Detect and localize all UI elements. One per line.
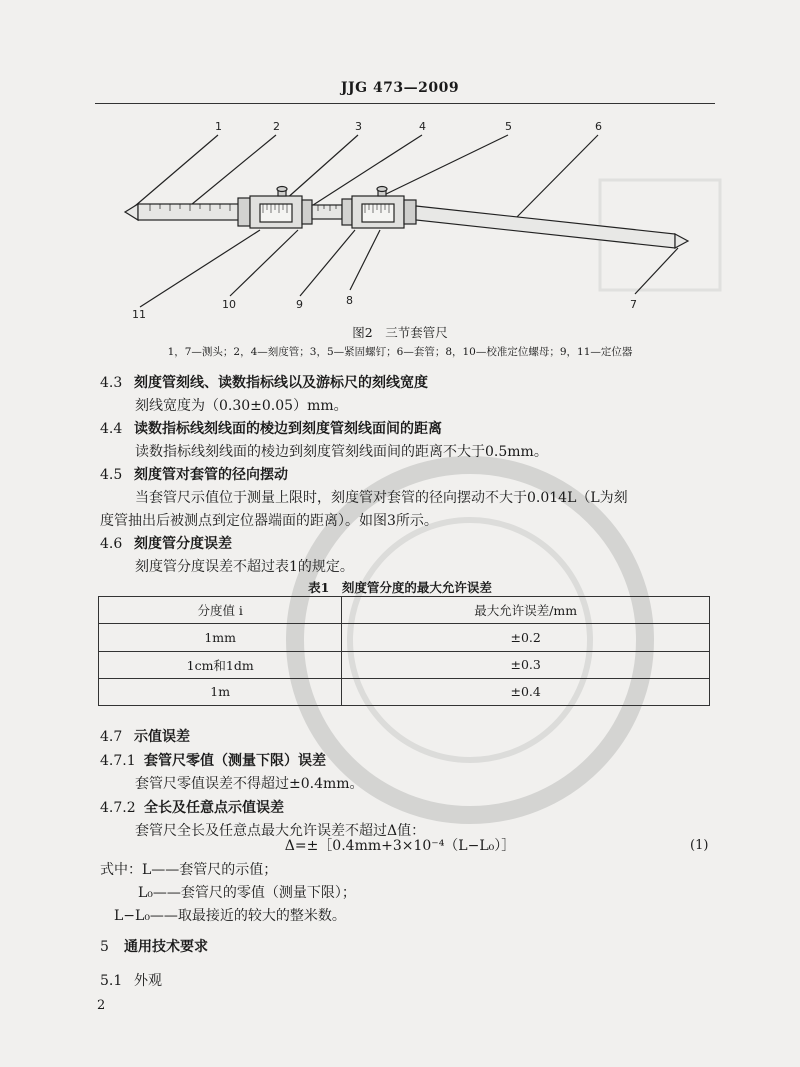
section-5-heading bbox=[100, 936, 208, 956]
section-4-5-body-line2: 度管抽出后被测点到定位器端面的距离）。如图3所示。 bbox=[100, 513, 438, 529]
table-header-row bbox=[99, 597, 710, 624]
formula-where bbox=[100, 859, 277, 879]
callout-5: 5 bbox=[505, 120, 512, 133]
error-formula: Δ=±［0.4mm+3×10⁻⁴（L−L₀）］ bbox=[284, 838, 516, 854]
callout-11: 11 bbox=[132, 308, 146, 321]
section-4-3-body: 刻线宽度为（0.30±0.05）mm。 bbox=[135, 398, 348, 414]
section-4-5-heading bbox=[100, 464, 288, 484]
max-error-table bbox=[98, 596, 710, 706]
section-number: 4.7 bbox=[100, 729, 123, 745]
section-4-7-heading bbox=[100, 726, 190, 746]
where-label: 式中： bbox=[100, 862, 142, 878]
table-cell: ±0.2 bbox=[342, 624, 710, 651]
table-row bbox=[99, 624, 710, 651]
callout-2: 2 bbox=[273, 120, 280, 133]
formula-def-l: L——套管尺的示值； bbox=[142, 862, 278, 878]
page-number: 2 bbox=[97, 998, 106, 1013]
section-number: 4.5 bbox=[100, 467, 123, 483]
table-header-cell: 最大允许误差/mm bbox=[342, 597, 710, 624]
section-4-7-1-body: 套管尺零值误差不得超过±0.4mm。 bbox=[135, 776, 364, 792]
section-number: 5 bbox=[100, 939, 109, 955]
section-title: 全长及任意点示值误差 bbox=[144, 800, 284, 816]
table-cell: 1cm和1dm bbox=[99, 651, 342, 678]
section-number: 4.3 bbox=[100, 375, 123, 391]
figure-caption: 图2 三节套管尺 bbox=[352, 325, 448, 340]
table-row bbox=[99, 678, 710, 705]
section-number: 5.1 bbox=[100, 973, 123, 989]
callout-3: 3 bbox=[355, 120, 362, 133]
section-4-7-2-heading bbox=[100, 797, 284, 817]
section-5-1-heading bbox=[100, 970, 162, 990]
callout-6: 6 bbox=[595, 120, 602, 133]
table-cell: ±0.4 bbox=[342, 678, 710, 705]
section-4-6-body: 刻度管分度误差不超过表1的规定。 bbox=[135, 559, 354, 575]
section-number: 4.4 bbox=[100, 421, 123, 437]
telescopic-gauge-drawing bbox=[110, 112, 710, 322]
section-4-7-2-body: 套管尺全长及任意点最大允许误差不超过Δ值： bbox=[135, 823, 426, 839]
section-title: 示值误差 bbox=[134, 729, 190, 745]
callout-10: 10 bbox=[222, 298, 236, 311]
section-title: 刻度管对套管的径向摆动 bbox=[134, 467, 288, 483]
section-title: 读数指标线刻线面的棱边到刻度管刻线面间的距离 bbox=[134, 421, 442, 437]
header-rule bbox=[95, 103, 715, 104]
section-title: 套管尺零值（测量下限）误差 bbox=[144, 753, 326, 769]
section-title: 通用技术要求 bbox=[124, 939, 208, 955]
section-number: 4.7.1 bbox=[100, 753, 136, 769]
formula-def-l0: L₀——套管尺的零值（测量下限）； bbox=[138, 885, 356, 901]
callout-8: 8 bbox=[346, 294, 353, 307]
section-number: 4.7.2 bbox=[100, 800, 136, 816]
section-4-7-1-heading bbox=[100, 750, 326, 770]
equation-number: (1) bbox=[690, 838, 709, 853]
section-title: 外观 bbox=[134, 973, 162, 989]
formula-def-diff: L−L₀——取最接近的较大的整米数。 bbox=[114, 908, 346, 924]
table-cell: 1mm bbox=[99, 624, 342, 651]
table-row bbox=[99, 651, 710, 678]
figure-legend: 1，7—测头；2，4—刻度管；3，5—紧固螺钉；6—套管；8，10—校准定位螺母；9，11—定位器 bbox=[167, 346, 633, 358]
standard-code: JJG 473—2009 bbox=[340, 80, 460, 96]
section-title: 刻度管分度误差 bbox=[134, 536, 232, 552]
table-header-cell: 分度值 i bbox=[99, 597, 342, 624]
callout-4: 4 bbox=[419, 120, 426, 133]
section-number: 4.6 bbox=[100, 536, 123, 552]
section-4-3-heading bbox=[100, 372, 428, 392]
section-4-4-heading bbox=[100, 418, 442, 438]
section-4-4-body: 读数指标线刻线面的棱边到刻度管刻线面间的距离不大于0.5mm。 bbox=[135, 444, 548, 460]
table-caption: 表1 刻度管分度的最大允许误差 bbox=[308, 580, 492, 595]
section-4-6-heading bbox=[100, 533, 232, 553]
callout-7: 7 bbox=[630, 298, 637, 311]
callout-9: 9 bbox=[296, 298, 303, 311]
callout-1: 1 bbox=[215, 120, 222, 133]
section-title: 刻度管刻线、读数指标线以及游标尺的刻线宽度 bbox=[134, 375, 428, 391]
section-4-5-body-line1: 当套管尺示值位于测量上限时，刻度管对套管的径向摆动不大于0.014L（L为刻 bbox=[135, 490, 628, 506]
table-cell: ±0.3 bbox=[342, 651, 710, 678]
table-cell: 1m bbox=[99, 678, 342, 705]
